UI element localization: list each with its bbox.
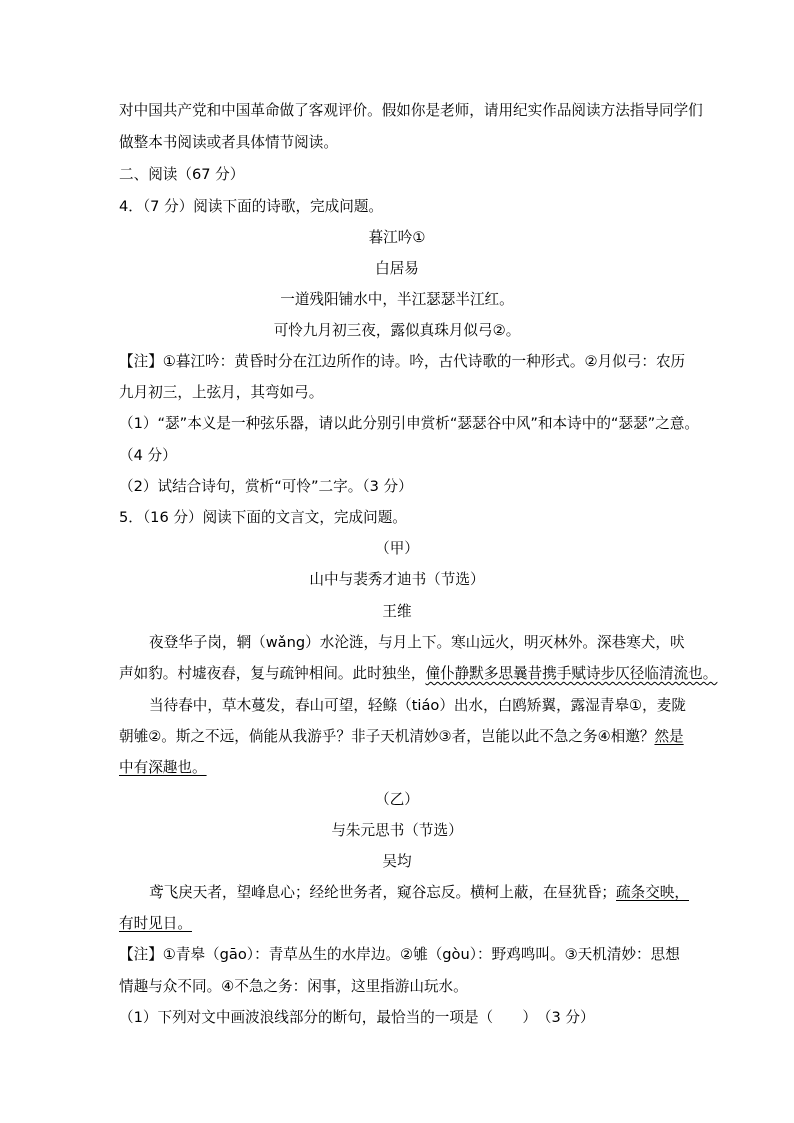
poem-line: 可怜九月初三夜，露似真珠月似弓②。 xyxy=(273,322,521,339)
poem-author: 白居易 xyxy=(375,260,419,277)
intro-line: 对中国共产党和中国革命做了客观评价。假如你是老师，请用纪实作品阅读方法指导同学们 xyxy=(119,102,703,119)
poem-note: 九月初三，上弦月，其弯如弓。 xyxy=(119,384,324,401)
passage-line xyxy=(119,664,718,684)
question-5-sub-1: （1）下列对文中画波浪线部分的断句，最恰当的一项是（ ） （3 分） xyxy=(119,1009,595,1026)
passage-title: 与朱元思书（节选） xyxy=(331,822,463,839)
underlined-text: 有时见日。 xyxy=(119,915,192,932)
question-4-stem: 4．（7 分）阅读下面的诗歌，完成问题。 xyxy=(119,198,384,215)
passage-line: 当待春中，草木蔓发，春山可望，轻鲦（tiáo）出水，白鸥矫翼，露湿青皋①，麦陇 xyxy=(149,697,686,714)
passage-mark-jia: （甲） xyxy=(375,540,419,557)
question-4-sub-2: （2）试结合诗句，赏析“可怜”二字。（3 分） xyxy=(119,478,413,495)
section-heading: 二、阅读（67 分） xyxy=(119,166,245,183)
passage-line xyxy=(119,758,681,778)
poem-line: 一道残阳铺水中，半江瑟瑟半江红。 xyxy=(280,291,514,308)
passage-author: 吴均 xyxy=(382,853,412,870)
poem-title: 暮江吟① xyxy=(368,229,426,246)
underlined-text: 然是 xyxy=(654,728,684,745)
passage-line: 夜登华子岗，辋（wǎng）水沦涟，与月上下。寒山远火，明灭林外。深巷寒犬，吠 xyxy=(149,634,685,651)
passage-text: 朝雊②。斯之不远，倘能从我游乎？非子天机清妙③者，岂能以此不急之务④相邀？ xyxy=(119,728,655,745)
intro-line: 做整本书阅读或者具体情节阅读。 xyxy=(119,134,338,151)
wavy-underlined-text: 僮仆静默多思曩昔携手赋诗步仄径临清流也。 xyxy=(425,665,718,682)
passage-text: 声如豹。村墟夜舂，复与疏钟相间。此时独坐， xyxy=(119,665,426,682)
question-4-sub-1: （1）“瑟”本义是一种弦乐器，请以此分别引申赏析“瑟瑟谷中风”和本诗中的“瑟瑟”之意。 xyxy=(119,415,700,432)
passage-text: 鸢飞戾天者，望峰息心；经纶世务者，窥谷忘反。横柯上蔽，在昼犹昏； xyxy=(149,884,617,901)
passage-mark-yi: （乙） xyxy=(375,791,419,808)
passage-author: 王维 xyxy=(382,603,412,620)
poem-note: 【注】①暮江吟：黄昏时分在江边所作的诗。吟，古代诗歌的一种形式。②月似弓：农历 xyxy=(119,353,686,370)
underlined-text: 疏条交映， xyxy=(616,884,689,901)
passage-line xyxy=(149,883,689,903)
underlined-text: 中有深趣也。 xyxy=(119,759,207,776)
question-5-stem: 5．（16 分）阅读下面的文言文，完成问题。 xyxy=(119,509,407,526)
passage-line xyxy=(119,914,681,934)
question-4-sub-1: （4 分） xyxy=(119,447,177,464)
passage-note: 情趣与众不同。④不急之务：闲事，这里指游山玩水。 xyxy=(119,978,468,995)
passage-note: 【注】①青皋（gāo）：青草丛生的水岸边。②雊（gòu）：野鸡鸣叫。③天机清妙：思想 xyxy=(119,946,680,963)
passage-title: 山中与裴秀才迪书（节选） xyxy=(309,571,485,588)
passage-line xyxy=(119,727,684,747)
